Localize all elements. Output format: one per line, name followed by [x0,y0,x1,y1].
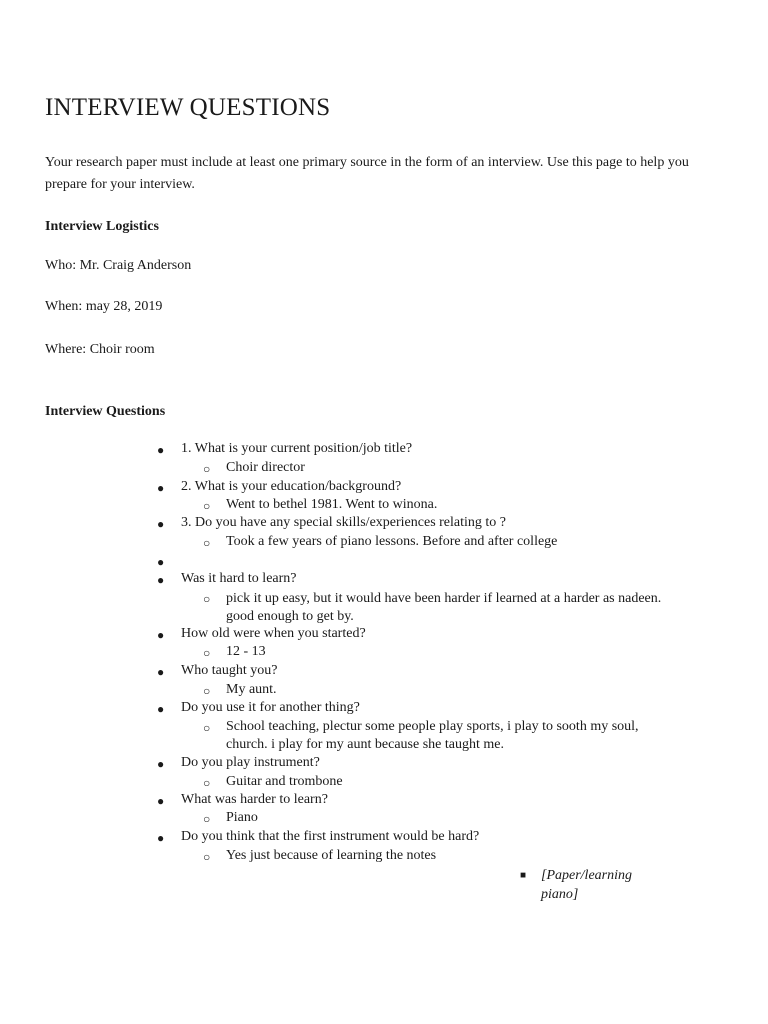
intro-paragraph: Your research paper must include at least one primary source in the form of an interview. Use this page to help you prepare for your interview. [45,155,689,192]
sub-bullet-icon: ○ [203,812,211,826]
answer-item: Guitar and trombone [226,774,343,789]
where-line: Where: Choir room [45,342,155,357]
question-item: What was harder to learn? [181,792,328,807]
bullet-icon: ● [157,555,165,569]
answer-item: 12 - 13 [226,644,266,659]
bullet-icon: ● [157,665,165,679]
square-bullet-icon: ■ [520,870,527,881]
bullet-icon: ● [157,757,165,771]
sub-bullet-icon: ○ [203,462,211,476]
answer-item: Went to bethel 1981. Went to winona. [226,497,438,512]
answer-item: Took a few years of piano lessons. Before and after college [226,534,558,549]
note-item: [Paper/learning piano] [541,868,632,902]
answer-item: School teaching, plectur some people play sports, i play to sooth my soul, church. i play for my aunt because she taught me. [226,719,639,752]
question-item: Do you play instrument? [181,755,320,770]
question-item: Who taught you? [181,663,278,678]
question-item: 3. Do you have any special skills/experiences relating to ? [181,515,507,530]
sub-bullet-icon: ○ [203,850,211,864]
sub-bullet-icon: ○ [203,646,211,660]
sub-bullet-icon: ○ [203,684,211,698]
answer-item: Choir director [226,460,305,475]
page-title: INTERVIEW QUESTIONS [45,94,331,121]
question-item: How old were when you started? [181,626,366,641]
sub-bullet-icon: ○ [203,721,211,735]
question-item: 1. What is your current position/job title? [181,441,413,456]
bullet-icon: ● [157,702,165,716]
bullet-icon: ● [157,517,165,531]
answer-item: Yes just because of learning the notes [226,848,437,863]
sub-bullet-icon: ○ [203,536,211,550]
bullet-icon: ● [157,573,165,587]
answer-item: pick it up easy, but it would have been harder if learned at a harder as nadeen. good enough to get by. [226,591,662,624]
answer-item: Piano [226,810,258,825]
when-line: When: may 28, 2019 [45,299,163,314]
sub-bullet-icon: ○ [203,592,211,606]
bullet-icon: ● [157,794,165,808]
question-item: Do you use it for another thing? [181,700,360,715]
bullet-icon: ● [157,481,165,495]
logistics-heading: Interview Logistics [45,219,159,234]
sub-bullet-icon: ○ [203,499,211,513]
bullet-icon: ● [157,443,165,457]
sub-bullet-icon: ○ [203,776,211,790]
bullet-icon: ● [157,831,165,845]
question-item: Do you think that the first instrument would be hard? [181,829,480,844]
bullet-icon: ● [157,628,165,642]
question-item: Was it hard to learn? [181,571,297,586]
answer-item: My aunt. [226,682,277,697]
question-item: 2. What is your education/background? [181,479,402,494]
questions-heading: Interview Questions [45,404,166,419]
who-line: Who: Mr. Craig Anderson [45,258,192,273]
